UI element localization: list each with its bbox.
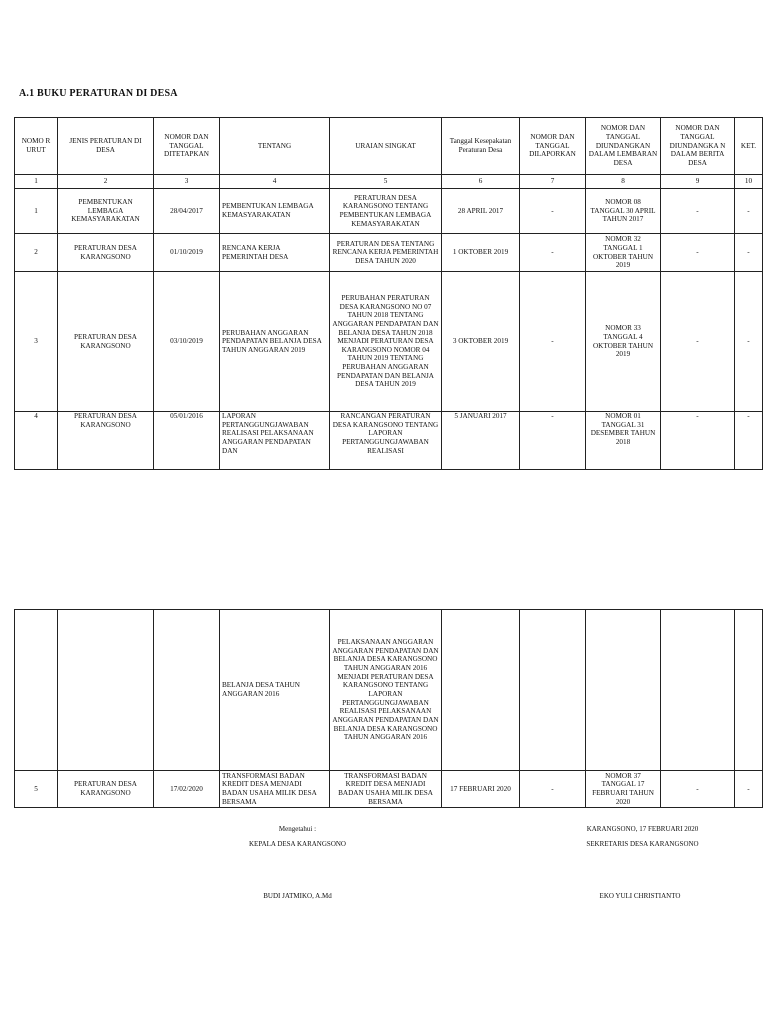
cell-nomor-tanggal: 03/10/2019: [154, 272, 220, 412]
cell-dilaporkan: -: [520, 234, 586, 272]
cell-jenis: PERATURAN DESA KARANGSONO: [58, 771, 154, 808]
cell-berita: -: [661, 189, 735, 234]
cell-no: 1: [15, 189, 58, 234]
column-number: 1: [15, 175, 58, 189]
cell-jenis: PERATURAN DESA KARANGSONO: [58, 272, 154, 412]
cell-tentang: PEMBENTUKAN LEMBAGA KEMASYARAKATAN: [220, 189, 330, 234]
column-number: 9: [661, 175, 735, 189]
cell-no: 2: [15, 234, 58, 272]
cell-no: 5: [15, 771, 58, 808]
signature-right-date: KARANGSONO, 17 FEBRUARI 2020: [586, 825, 699, 833]
column-number-row: [15, 175, 763, 189]
cell-uraian: PERATURAN DESA KARANGSONO TENTANG PEMBENTUKAN LEMBAGA KEMASYARAKATAN: [330, 189, 442, 234]
cell-kesepakatan: 5 JANUARI 2017: [442, 412, 520, 470]
header-nomor-urut: NOMO R URUT: [15, 118, 58, 175]
cell-lembaran: NOMOR 37 TANGGAL 17 FEBRUARI TAHUN 2020: [586, 771, 661, 808]
cell-tentang: RENCANA KERJA PEMERINTAH DESA: [220, 234, 330, 272]
header-nomor-ditetapkan: NOMOR DAN TANGGAL DITETAPKAN: [154, 118, 220, 175]
cell-dilaporkan: -: [520, 272, 586, 412]
cell-nomor-tanggal: 05/01/2016: [154, 412, 220, 470]
cell-uraian: PERUBAHAN PERATURAN DESA KARANGSONO NO 07 TAHUN 2018 TENTANG ANGGARAN PENDAPATAN DAN BELANJA DESA TAHUN 2018 MENJADI PERATURAN DESA KARANGSONO NOMOR 04 TAHUN 2019 TENTANG PERUBAHAN ANGGARAN PENDAPATAN DAN BELANJA DESA TAHUN 2019: [330, 272, 442, 412]
column-number: 10: [735, 175, 763, 189]
cell-uraian: TRANSFORMASI BADAN KREDIT DESA MENJADI BADAN USAHA MILIK DESA BERSAMA: [330, 771, 442, 808]
column-number: 7: [520, 175, 586, 189]
header-lembaran-desa: NOMOR DAN TANGGAL DIUNDANGKAN DALAM LEMBARAN DESA: [586, 118, 661, 175]
column-number: 6: [442, 175, 520, 189]
cell-ket: -: [735, 189, 763, 234]
signature-left-title: KEPALA DESA KARANGSONO: [249, 840, 346, 848]
cell-kesepakatan: 1 OKTOBER 2019: [442, 234, 520, 272]
cell-tentang: BELANJA DESA TAHUN ANGGARAN 2016: [220, 610, 330, 771]
cell-berita: -: [661, 234, 735, 272]
cell-ket: -: [735, 234, 763, 272]
cell-jenis: PERATURAN DESA KARANGSONO: [58, 412, 154, 470]
cell-dilaporkan: -: [520, 412, 586, 470]
cell-tentang: PERUBAHAN ANGGARAN PENDAPATAN BELANJA DESA TAHUN ANGGARAN 2019: [220, 272, 330, 412]
header-dilaporkan: NOMOR DAN TANGGAL DILAPORKAN: [520, 118, 586, 175]
cell-ket: -: [735, 272, 763, 412]
cell-uraian: PERATURAN DESA TENTANG RENCANA KERJA PEMERINTAH DESA TAHUN 2020: [330, 234, 442, 272]
cell-berita: -: [661, 412, 735, 470]
document-title: A.1 BUKU PERATURAN DI DESA: [19, 88, 178, 99]
signature-right-title: SEKRETARIS DESA KARANGSONO: [586, 840, 699, 848]
table-row: [15, 771, 763, 808]
header-uraian-singkat: URAIAN SINGKAT: [330, 118, 442, 175]
cell-nomor-tanggal: 01/10/2019: [154, 234, 220, 272]
cell-dilaporkan: -: [520, 771, 586, 808]
header-tanggal-kesepakatan: Tanggal Kesepakatan Peraturan Desa: [442, 118, 520, 175]
cell-kesepakatan: 17 FEBRUARI 2020: [442, 771, 520, 808]
cell-nomor-tanggal: 28/04/2017: [154, 189, 220, 234]
table-row: [15, 412, 763, 470]
header-jenis-peraturan: JENIS PERATURAN DI DESA: [58, 118, 154, 175]
table-row: [15, 234, 763, 272]
table-row: [15, 272, 763, 412]
column-number: 4: [220, 175, 330, 189]
cell-berita: -: [661, 272, 735, 412]
table-header-row: [15, 118, 763, 175]
regulation-table: [14, 117, 763, 470]
column-number: 5: [330, 175, 442, 189]
table-row: [15, 189, 763, 234]
cell-kesepakatan: 3 OKTOBER 2019: [442, 272, 520, 412]
cell-jenis: PEMBENTUKAN LEMBAGA KEMASYARAKATAN: [58, 189, 154, 234]
cell-no: 3: [15, 272, 58, 412]
cell-kesepakatan: 28 APRIL 2017: [442, 189, 520, 234]
cell-berita: -: [661, 771, 735, 808]
cell-ket: -: [735, 771, 763, 808]
column-number: 3: [154, 175, 220, 189]
column-number: 8: [586, 175, 661, 189]
cell-tentang: TRANSFORMASI BADAN KREDIT DESA MENJADI BADAN USAHA MILIK DESA BERSAMA: [220, 771, 330, 808]
cell-lembaran: NOMOR 32 TANGGAL 1 OKTOBER TAHUN 2019: [586, 234, 661, 272]
cell-ket: -: [735, 412, 763, 470]
header-berita-desa: NOMOR DAN TANGGAL DIUNDANGKA N DALAM BERITA DESA: [661, 118, 735, 175]
cell-dilaporkan: -: [520, 189, 586, 234]
cell-lembaran: NOMOR 33 TANGGAL 4 OKTOBER TAHUN 2019: [586, 272, 661, 412]
regulation-table-continued: [14, 609, 763, 808]
signature-right-name: EKO YULI CHRISTIANTO: [599, 892, 681, 900]
cell-uraian: RANCANGAN PERATURAN DESA KARANGSONO TENTANG LAPORAN PERTANGGUNGJAWABAN REALISASI: [330, 412, 442, 470]
header-tentang: TENTANG: [220, 118, 330, 175]
column-number: 2: [58, 175, 154, 189]
signature-left-label: Mengetahui :: [278, 825, 317, 833]
header-ket: KET.: [735, 118, 763, 175]
cell-uraian: PELAKSANAAN ANGGARAN ANGGARAN PENDAPATAN DAN BELANJA DESA KARANGSONO TAHUN ANGGARAN 2016 MENJADI PERATURAN DESA KARANGSONO TENTANG LAPORAN PERTANGGUNGJAWABAN REALISASI PELAKSANAAN ANGGARAN PENDAPATAN DAN BELANJA DESA KARANGSONO TAHUN ANGGARAN 2016: [330, 610, 442, 771]
cell-tentang: LAPORAN PERTANGGUNGJAWABAN REALISASI PELAKSANAAN ANGGARAN PENDAPATAN DAN: [220, 412, 330, 470]
cell-nomor-tanggal: 17/02/2020: [154, 771, 220, 808]
cell-lembaran: NOMOR 01 TANGGAL 31 DESEMBER TAHUN 2018: [586, 412, 661, 470]
signature-left-name: BUDI JATMIKO, A.Md: [263, 892, 332, 900]
cell-jenis: PERATURAN DESA KARANGSONO: [58, 234, 154, 272]
cell-lembaran: NOMOR 08 TANGGAL 30 APRIL TAHUN 2017: [586, 189, 661, 234]
table-row: [15, 610, 763, 771]
cell-no: 4: [15, 412, 58, 470]
